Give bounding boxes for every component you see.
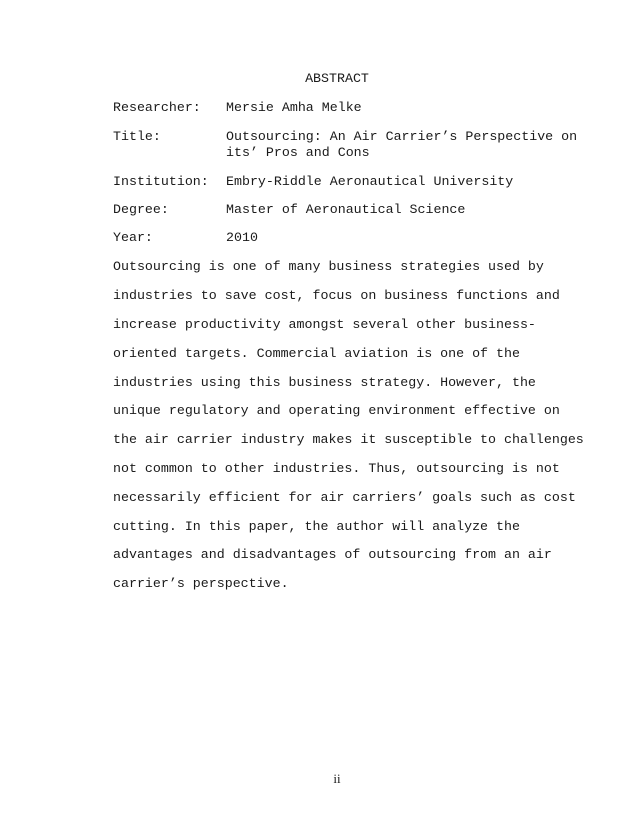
metadata-value: Master of Aeronautical Science xyxy=(226,202,466,217)
abstract-line: unique regulatory and operating environment effective on xyxy=(113,403,560,418)
metadata-value: Outsourcing: An Air Carrier’s Perspective on xyxy=(226,129,578,144)
metadata-label: Year: xyxy=(113,230,153,245)
abstract-line: industries using this business strategy. However, the xyxy=(113,375,536,390)
abstract-line: cutting. In this paper, the author will analyze the xyxy=(113,519,520,534)
abstract-heading: ABSTRACT xyxy=(305,71,369,86)
metadata-label: Researcher: xyxy=(113,100,201,115)
abstract-line: industries to save cost, focus on business functions and xyxy=(113,288,560,303)
metadata-value: Embry-Riddle Aeronautical University xyxy=(226,174,514,189)
abstract-line: oriented targets. Commercial aviation is one of the xyxy=(113,346,520,361)
metadata-value: 2010 xyxy=(226,230,258,245)
abstract-line: the air carrier industry makes it susceptible to challenges xyxy=(113,432,584,447)
abstract-line: Outsourcing is one of many business strategies used by xyxy=(113,259,544,274)
abstract-line: carrier’s perspective. xyxy=(113,576,289,591)
metadata-value: its’ Pros and Cons xyxy=(226,145,370,160)
metadata-label: Title: xyxy=(113,129,161,144)
metadata-value: Mersie Amha Melke xyxy=(226,100,362,115)
metadata-label: Institution: xyxy=(113,174,209,189)
abstract-line: necessarily efficient for air carriers’ goals such as cost xyxy=(113,490,576,505)
page-number: ii xyxy=(333,771,341,786)
abstract-line: increase productivity amongst several other business- xyxy=(113,317,536,332)
abstract-line: not common to other industries. Thus, outsourcing is not xyxy=(113,461,560,476)
metadata-label: Degree: xyxy=(113,202,169,217)
abstract-line: advantages and disadvantages of outsourcing from an air xyxy=(113,547,552,562)
